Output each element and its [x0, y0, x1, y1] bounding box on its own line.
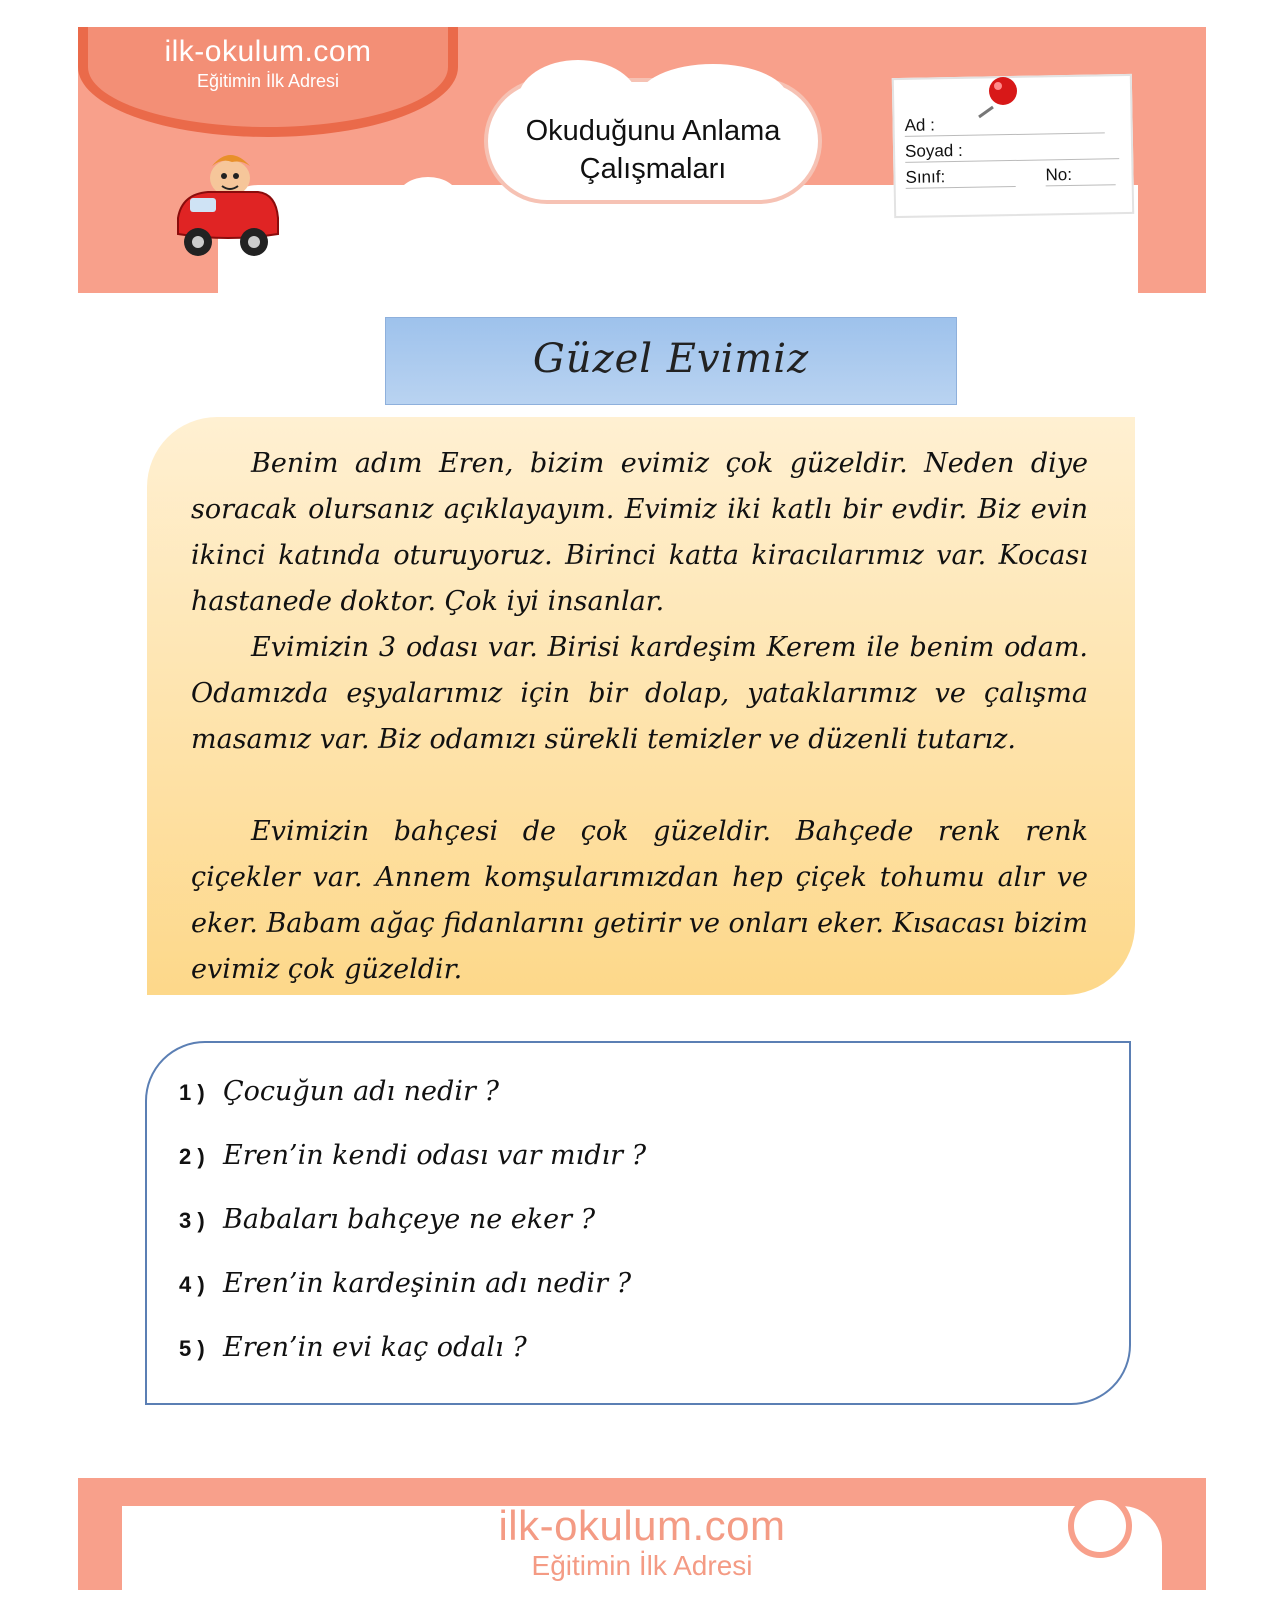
question-number: 4 ): [179, 1272, 205, 1297]
question-number: 5 ): [179, 1336, 205, 1361]
question-text: Babaları bahçeye ne eker ?: [223, 1204, 596, 1235]
no-label: No:: [1045, 164, 1115, 186]
story-text-box: [147, 417, 1135, 995]
footer-site-name: ilk-okulum.com: [498, 1502, 786, 1549]
worksheet-title: [488, 112, 818, 188]
question-text: Eren’in kardeşinin adı nedir ?: [223, 1268, 632, 1299]
worksheet-title-line1: Okuduğunu Anlama: [525, 115, 781, 147]
question-item: [179, 1327, 527, 1367]
question-number: 1 ): [179, 1080, 205, 1105]
question-item: [179, 1199, 595, 1239]
thought-puff: [303, 207, 337, 231]
story-paragraph-2: Evimizin 3 odası var. Birisi kardeşim Kerem ile benim odam. Odamızda eşyalarımız için bir dolap, yataklarımız ve çalışma masamız var. Biz odamızı sürekli temizler ve düzenli tutarız.: [191, 632, 1088, 755]
question-item: [179, 1071, 499, 1111]
story-title-box: [385, 317, 957, 405]
question-text: Çocuğun adı nedir ?: [223, 1076, 499, 1107]
footer-logo[interactable]: [78, 1502, 1206, 1582]
cartoon-car-icon: [170, 148, 280, 268]
story-paragraph-3: Evimizin bahçesi de çok güzeldir. Bahçede renk renk çiçekler var. Annem komşularımızdan hep çiçek tohumu alır ve eker. Babam ağaç fidanlarını getirir ve onları eker. Kısacası bizim evimiz çok güzeldir.: [191, 816, 1088, 985]
footer-slogan: Eğitimin İlk Adresi: [531, 1550, 753, 1581]
worksheet-title-line2: Çalışmaları: [579, 153, 727, 185]
push-pin-icon: [973, 69, 1033, 119]
site-logo[interactable]: [138, 35, 398, 92]
question-item: [179, 1263, 631, 1303]
sinif-label: Sınıf:: [905, 166, 1015, 189]
question-text: Eren’in evi kaç odalı ?: [223, 1332, 527, 1363]
logo-slogan: Eğitimin İlk Adresi: [196, 71, 340, 91]
worksheet-title-cloud: [488, 82, 818, 200]
thought-puff: [398, 177, 458, 217]
question-item: [179, 1135, 646, 1175]
thought-puff: [343, 192, 389, 224]
question-number: 3 ): [179, 1208, 205, 1233]
footer-banner: [78, 1478, 1206, 1590]
question-text: Eren’in kendi odası var mıdır ?: [223, 1140, 647, 1171]
soyad-label: Soyad :: [905, 138, 1119, 163]
story-title: Güzel Evimiz: [532, 336, 810, 382]
header-banner: [78, 27, 1206, 293]
questions-box: [145, 1041, 1131, 1405]
story-paragraph-1: Benim adım Eren, bizim evimiz çok güzeldir. Neden diye soracak olursanız açıklayayım. Evimiz iki katlı bir evdir. Biz evin ikinci katında oturuyoruz. Birinci katta kiracılarımız var. Kocası hastanede doktor. Çok iyi insanlar.: [191, 448, 1088, 617]
logo-site-name: ilk-okulum.com: [164, 35, 372, 68]
ad-label: Ad :: [904, 112, 1104, 136]
question-number: 2 ): [179, 1144, 205, 1169]
